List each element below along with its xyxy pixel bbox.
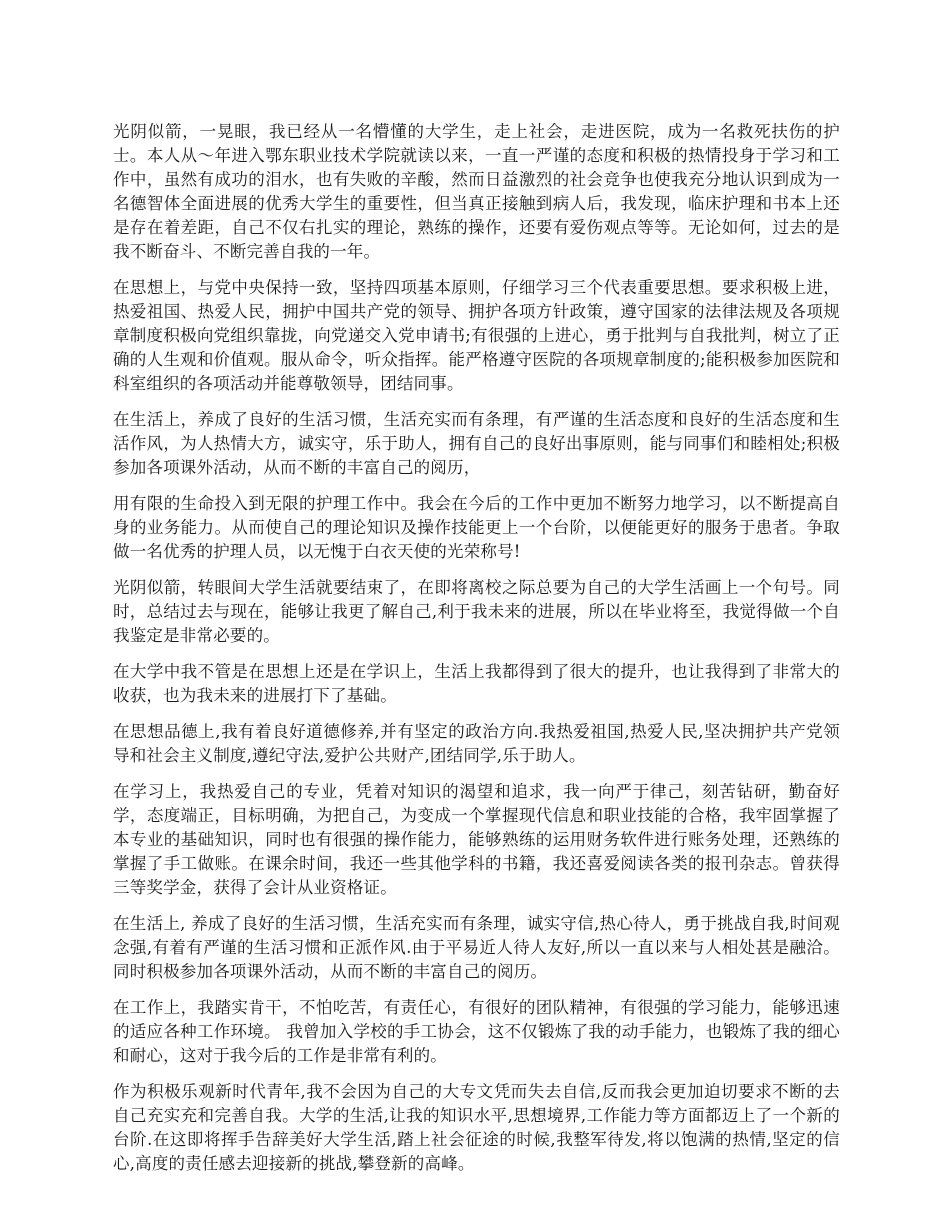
paragraph-4: 用有限的生命投入到无限的护理工作中。我会在今后的工作中更加不断努力地学习，以不断提高自身的业务能力。从而使自己的理论知识及操作技能更上一个台阶，以便能更好的服务于患者。争取做一名优秀的护理人员，以无愧于白衣天使的光荣称号! [113,494,840,561]
paragraph-2: 在思想上，与党中央保持一致，坚持四项基本原则，仔细学习三个代表重要思想。要求积极上进，热爱祖国、热爱人民，拥护中国共产党的领导、拥护各项方针政策，遵守国家的法律法规及各项规章制度积极向党组织靠拢，向党递交入党申请书;有很强的上进心，勇于批判与自我批判，树立了正确的人生观和价值观。服从命令，听众指挥。能严格遵守医院的各项规章制度的;能积极参加医院和科室组织的各项活动并能尊敬领导，团结同事。 [113,278,840,393]
paragraph-7: 在思想品德上,我有着良好道德修养,并有坚定的政治方向.我热爱祖国,热爱人民,坚决拥护共产党领导和社会主义制度,遵纪守法,爱护公共财产,团结同学,乐于助人。 [113,722,840,765]
paragraph-8: 在学习上，我热爱自己的专业，凭着对知识的渴望和追求，我一向严于律己，刻苦钻研，勤奋好学，态度端正，目标明确，为把自己，为变成一个掌握现代信息和职业技能的合格，我牢固掌握了本专业的基础知识，同时也有很强的操作能力，能够熟练的运用财务软件进行账务处理，还熟练的掌握了手工做账。在课余时间，我还一些其他学科的书籍，我还喜爱阅读各类的报刊杂志。曾获得三等奖学金，获得了会计从业资格证。 [113,782,840,897]
paragraph-5: 光阴似箭，转眼间大学生活就要结束了，在即将离校之际总要为自己的大学生活画上一个句号。同时，总结过去与现在，能够让我更了解自己,利于我未来的进展，所以在毕业将至，我觉得做一个自我鉴定是非常必要的。 [113,578,840,645]
paragraph-6: 在大学中我不管是在思想上还是在学识上，生活上我都得到了很大的提升，也让我得到了非常大的收获，也为我未来的进展打下了基础。 [113,662,840,705]
paragraph-9: 在生活上, 养成了良好的生活习惯，生活充实而有条理，诚实守信,热心待人，勇于挑战自我,时间观念强,有着有严谨的生活习惯和正派作风.由于平易近人待人友好,所以一直以来与人相处甚是融洽。同时积极参加各项课外活动，从而不断的丰富自己的阅历。 [113,914,840,981]
paragraph-10: 在工作上，我踏实肯干，不怕吃苦，有责任心，有很好的团队精神，有很强的学习能力，能够迅速的适应各种工作环境。 我曾加入学校的手工协会，这不仅锻炼了我的动手能力，也锻炼了我的细心和耐心，这对于我今后的工作是非常有利的。 [113,998,840,1065]
paragraph-1: 光阴似箭，一晃眼，我已经从一名懵懂的大学生，走上社会，走进医院，成为一名救死扶伤的护士。本人从～年进入鄂东职业技术学院就读以来，一直一严谨的态度和积极的热情投身于学习和工作中，虽然有成功的泪水，也有失败的辛酸，然而日益激烈的社会竞争也使我充分地认识到成为一名德智体全面进展的优秀大学生的重要性，但当真正接触到病人后，我发现，临床护理和书本上还是存在着差距，自己不仅右扎实的理论，熟练的操作，还要有爱伤观点等等。无论如何，过去的是我不断奋斗、不断完善自我的一年。 [113,122,840,261]
document-body [113,120,840,1188]
paragraph-11: 作为积极乐观新时代青年,我不会因为自己的大专文凭而失去自信,反而我会更加迫切要求不断的去自己充实充和完善自我。大学的生活,让我的知识水平,思想境界,工作能力等方面都迈上了一个新的台阶.在这即将挥手告辞美好大学生活,踏上社会征途的时候,我整军待发,将以饱满的热情,坚定的信心,高度的责任感去迎接新的挑战,攀登新的高峰。 [113,1082,840,1173]
paragraph-3: 在生活上，养成了良好的生活习惯，生活充实而有条理，有严谨的生活态度和良好的生活态度和生活作风，为人热情大方，诚实守，乐于助人，拥有自己的良好出事原则，能与同事们和睦相处;积极参加各项课外活动，从而不断的丰富自己的阅历， [113,410,840,477]
